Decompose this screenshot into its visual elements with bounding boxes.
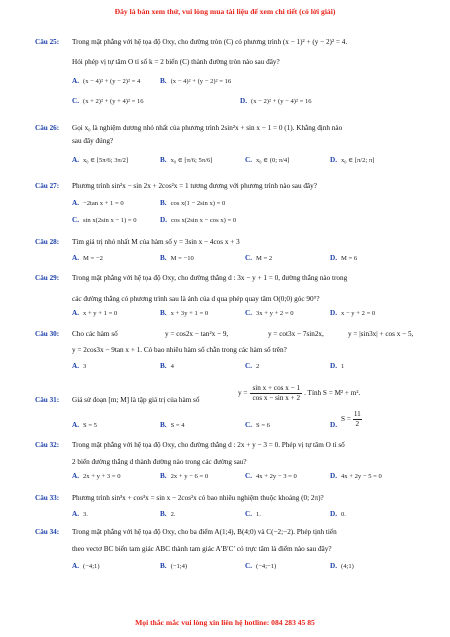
option-c[interactable]: C. 4x + 2y − 3 = 0 <box>245 472 297 480</box>
preview-banner: Đây là bản xem thử, vui lòng mua tài liệu để xem chi tiết (có lời giải) <box>114 7 336 16</box>
question-label: Câu 34: <box>35 528 60 536</box>
option-a[interactable]: A. (−4;1) <box>72 562 100 570</box>
question-text-cont: y = 2cos3x − 9tan x + 1. Có bao nhiêu hàm số chẵn trong các hàm số trên? <box>72 346 287 354</box>
option-b[interactable]: B. (−1;4) <box>160 562 188 570</box>
question-text-cont: các đường thẳng có phương trình sau là ảnh của d qua phép quay tâm O(0;0) góc 90°? <box>72 295 320 303</box>
option-d[interactable]: D. (4;1) <box>330 562 354 570</box>
function-fraction: y = $\frac{\text{sin x + cos x − 1}}{\text{cos x − sin x + 2}}$ . Tính S = M² + m². <box>238 384 361 402</box>
question-34 <box>35 528 430 537</box>
question-label: Câu 25: <box>35 38 60 46</box>
function-3: y = |sin3x| + cos x − 5, <box>348 330 414 338</box>
question-text: Phương trình sin²x − sin 2x + 2cos²x = 1 tương đương với phương trình nào sau đây? <box>72 182 317 190</box>
function-1: y = cos2x − tan²x − 9, <box>165 330 229 338</box>
question-label: Câu 33: <box>35 494 60 502</box>
option-a[interactable]: A. 3 <box>72 362 87 370</box>
function-2: y = cot3x − 7sin2x, <box>268 330 324 338</box>
option-c[interactable]: C. (−4;−1) <box>245 562 277 570</box>
option-c[interactable]: C. x₀ ∈ (0; π/4] <box>245 156 290 164</box>
option-b[interactable]: B. M = −10 <box>160 254 194 262</box>
option-b[interactable]: B. 4 <box>160 362 174 370</box>
option-c[interactable]: C. S = 6 <box>245 421 270 429</box>
option-d[interactable]: D. (x − 2)² + (y − 4)² = 16 <box>240 97 312 105</box>
question-label: Câu 30: <box>35 330 60 338</box>
option-a[interactable]: A. (x − 4)² + (y − 2)² = 4 <box>72 77 141 85</box>
hotline-footer: Mọi thắc mắc vui lòng xin liên hệ hotline: 084 283 45 85 <box>135 617 315 627</box>
function-4: y = 2cos3x − 9tan x + 1 <box>72 346 141 354</box>
option-a[interactable]: A. x + y + 1 = 0 <box>72 309 118 317</box>
option-a[interactable]: A. x₀ ∈ [5π/6; 3π/2] <box>72 156 129 164</box>
question-text: Tìm giá trị nhỏ nhất M của hàm số y = 3sin x − 4cos x + 3 <box>72 238 240 246</box>
option-b[interactable]: B. 2. <box>160 510 176 518</box>
option-c[interactable]: C. (x + 2)² + (y + 4)² = 16 <box>72 97 144 105</box>
question-28 <box>35 238 430 247</box>
question-26 <box>35 124 430 133</box>
question-text: Trong mặt phẳng với hệ tọa độ Oxy, cho ba điểm A(1;4), B(4;0) và C(−2;−2). Phép tịnh tiến <box>72 528 337 536</box>
question-text: Trong mặt phẳng với hệ tọa độ Oxy, cho đường thẳng d : 2x + y − 3 = 0. Phép vị tự tâm O tỉ số <box>72 441 345 449</box>
option-c[interactable]: C. sin x(2sin x − 1) = 0 <box>72 216 137 224</box>
option-c[interactable]: C. 2 <box>245 362 260 370</box>
question-32 <box>35 441 430 450</box>
option-c[interactable]: C. 3x + y + 2 = 0 <box>245 309 294 317</box>
option-b[interactable]: B. x + 3y + 1 = 0 <box>160 309 209 317</box>
option-b[interactable]: B. x₀ ∈ [π/6; 5π/6] <box>160 156 213 164</box>
option-b[interactable]: B. S = 4 <box>160 421 185 429</box>
question-text-cont: 2 biến đường thẳng d thành đường nào trong các đường sau? <box>72 458 247 466</box>
question-text: Cho các hàm số <box>72 330 118 338</box>
question-text-cont: Hỏi phép vị tự tâm O tỉ số k = 2 biến (C) thành đường tròn nào sau đây? <box>72 58 280 66</box>
question-text-cont: theo vectơ BC biến tam giác ABC thành tam giác A′B′C′ có trực tâm là điểm nào sau đây? <box>72 545 332 553</box>
option-a[interactable]: A. S = 5 <box>72 421 97 429</box>
question-text: Phương trình sin³x + cos³x = sin x − 2cos²x có bao nhiêu nghiệm thuộc khoảng (0; 2π)? <box>72 494 324 502</box>
option-d[interactable]: D. S = $\frac{11}{2}$ <box>330 410 361 429</box>
option-a[interactable]: A. 3. <box>72 510 88 518</box>
question-text: Trong mặt phẳng với hệ tọa độ Oxy, cho đường thẳng d : 3x − y + 1 = 0, đường thẳng nào trong <box>72 274 348 282</box>
option-a[interactable]: A. 2x + y + 3 = 0 <box>72 472 121 480</box>
question-29 <box>35 274 430 283</box>
question-text: Trong mặt phẳng với hệ tọa độ Oxy, cho đường tròn (C) có phương trình (x − 1)² + (y − 2)² = 4. <box>72 38 348 46</box>
question-27 <box>35 182 430 191</box>
option-a[interactable]: A. −2tan x + 1 = 0 <box>72 199 124 207</box>
option-a[interactable]: A. M = −2 <box>72 254 103 262</box>
option-d[interactable]: D. M = 6 <box>330 254 358 262</box>
question-text: Gọi x₀ là nghiệm dương nhỏ nhất của phương trình 2sin²x + sin x − 1 = 0 (1). Khẳng định nào <box>72 124 343 132</box>
option-b[interactable]: B. 2x + y − 6 = 0 <box>160 472 209 480</box>
option-d[interactable]: D. 1 <box>330 362 345 370</box>
option-c[interactable]: C. 1. <box>245 510 261 518</box>
question-33 <box>35 494 430 503</box>
question-label: Câu 31: <box>35 396 60 404</box>
option-d[interactable]: D. 4x + 2y − 5 = 0 <box>330 472 382 480</box>
question-label: Câu 27: <box>35 182 60 190</box>
option-d[interactable]: D. cos x(2sin x − cos x) = 0 <box>160 216 237 224</box>
option-b[interactable]: B. cos x(1 − 2sin x) = 0 <box>160 199 226 207</box>
option-d[interactable]: D. x₀ ∈ [π/2; π] <box>330 156 375 164</box>
option-d[interactable]: D. x − y + 2 = 0 <box>330 309 376 317</box>
question-label: Câu 28: <box>35 238 60 246</box>
question-text: Giả sử đoạn [m; M] là tập giá trị của hàm số <box>72 396 200 404</box>
option-c[interactable]: C. M = 2 <box>245 254 273 262</box>
question-label: Câu 26: <box>35 124 60 132</box>
question-31 <box>35 396 430 405</box>
question-25 <box>35 38 430 47</box>
option-b[interactable]: B. (x − 4)² + (y − 2)² = 16 <box>160 77 232 85</box>
question-text-cont: sau đây đúng? <box>72 137 114 145</box>
option-d[interactable]: D. 0. <box>330 510 346 518</box>
question-label: Câu 29: <box>35 274 60 282</box>
question-label: Câu 32: <box>35 441 60 449</box>
